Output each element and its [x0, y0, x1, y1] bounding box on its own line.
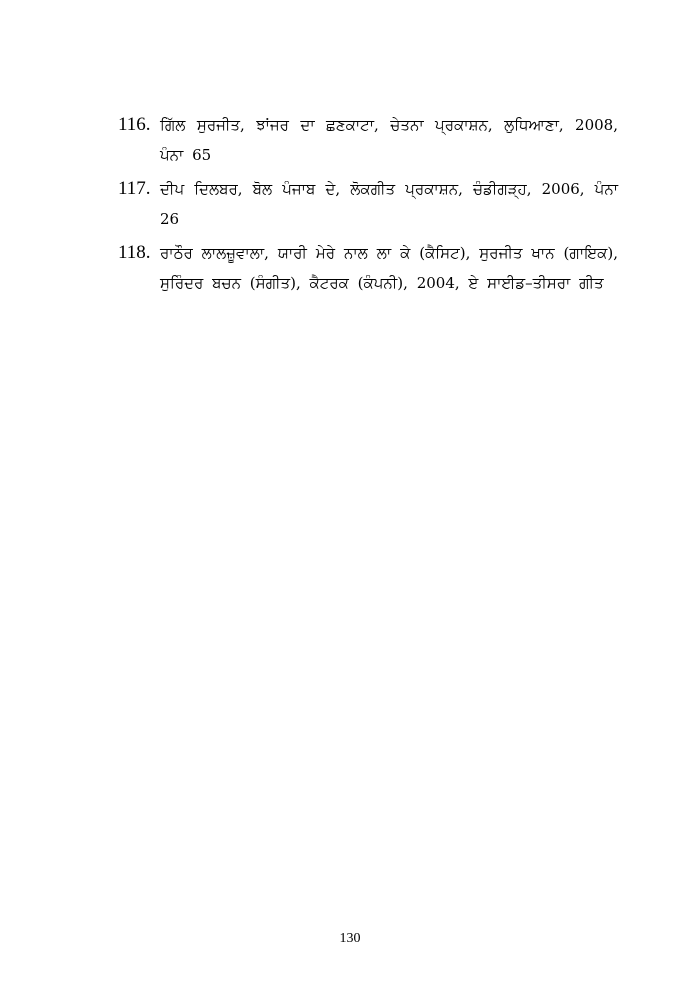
reference-number: 117. — [118, 178, 151, 199]
reference-item-116 — [118, 110, 618, 170]
page-number: 130 — [339, 931, 361, 946]
reference-text: ਰਾਠੌਰ ਲਾਲਜ਼ੂਵਾਲਾ, ਯਾਰੀ ਮੇਰੇ ਨਾਲ ਲਾ ਕੇ (ਕੈਸਿਟ), ਸੁਰਜੀਤ ਖਾਨ (ਗਾਇਕ), ਸੁਰਿੰਦਰ ਬਚਨ (ਸੰਗੀਤ), ਕੈਟਰਕ (ਕੰਪਨੀ), 2004, ਏ ਸਾਈਡ–ਤੀਸਰਾ ਗੀਤ — [160, 244, 618, 292]
reference-list — [118, 110, 618, 302]
reference-item-118 — [118, 238, 618, 298]
reference-text: ਗਿੱਲ ਸੁਰਜੀਤ, ਝਾਂਜਰ ਦਾ ਛਣਕਾਟਾ, ਚੇਤਨਾ ਪ੍ਰਕਾਸ਼ਨ, ਲੁਧਿਆਣਾ, 2008, ਪੰਨਾ 65 — [160, 116, 618, 164]
reference-item-117 — [118, 174, 618, 234]
reference-text: ਦੀਪ ਦਿਲਬਰ, ਬੋਲ ਪੰਜਾਬ ਦੇ, ਲੋਕਗੀਤ ਪ੍ਰਕਾਸ਼ਨ, ਚੰਡੀਗੜ੍ਹ, 2006, ਪੰਨਾ 26 — [160, 180, 618, 228]
reference-number: 116. — [118, 114, 151, 135]
reference-number: 118. — [118, 242, 151, 263]
